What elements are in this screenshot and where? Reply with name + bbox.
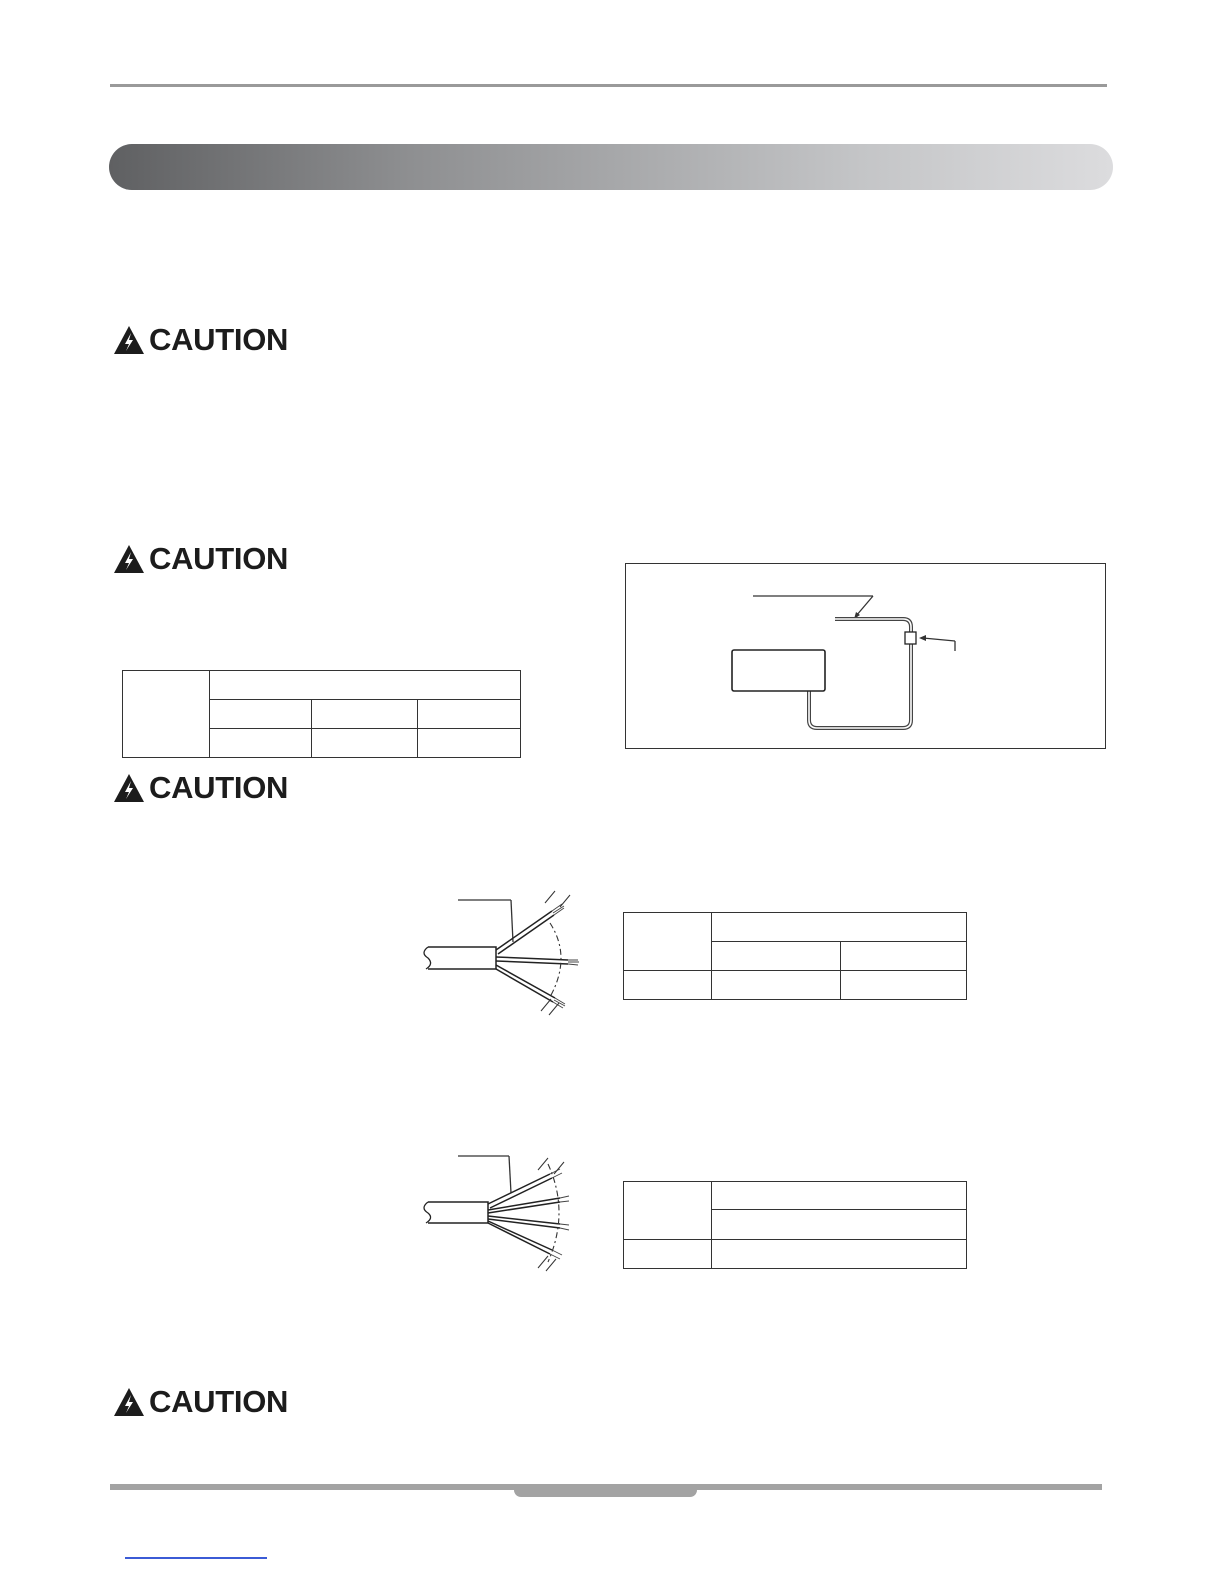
spec-table-1 [122, 670, 521, 758]
warning-icon [113, 325, 145, 355]
caution-label: CAUTION [149, 770, 289, 805]
table-cell [712, 971, 841, 1000]
table-cell [841, 942, 967, 971]
table-cell [312, 700, 418, 729]
table-cell [418, 729, 521, 758]
table-cell [418, 700, 521, 729]
table-cell [210, 671, 521, 700]
caution-heading-3 [113, 770, 288, 806]
caution-heading-4 [113, 1384, 288, 1420]
caution-heading-2 [113, 541, 288, 577]
table-cell [210, 700, 312, 729]
spec-table-3 [623, 1181, 967, 1269]
table-cell [712, 1240, 967, 1269]
cable-strip-figure-4-wire [410, 1150, 585, 1275]
table-cell [841, 971, 967, 1000]
table-cell [712, 1182, 967, 1210]
footer-link-underline[interactable] [125, 1557, 267, 1559]
table-cell [312, 729, 418, 758]
warning-icon [113, 773, 145, 803]
spec-table-2 [623, 912, 967, 1000]
caution-label: CAUTION [149, 1384, 289, 1419]
cable-strip-figure-3-wire [410, 885, 585, 1020]
table-cell [712, 1210, 967, 1240]
warning-icon [113, 544, 145, 574]
table-cell [624, 913, 712, 971]
table-cell [123, 671, 210, 758]
table-cell [210, 729, 312, 758]
wiring-diagram [625, 563, 1106, 749]
header-rule [110, 84, 1107, 87]
caution-label: CAUTION [149, 322, 289, 357]
table-cell [712, 913, 967, 942]
warning-icon [113, 1387, 145, 1417]
table-cell [712, 942, 841, 971]
page-number-tab [514, 1486, 697, 1497]
caution-label: CAUTION [149, 541, 289, 576]
table-cell [624, 1240, 712, 1269]
table-cell [624, 971, 712, 1000]
caution-heading-1 [113, 322, 288, 358]
table-cell [624, 1182, 712, 1240]
section-title-banner [109, 144, 1113, 190]
